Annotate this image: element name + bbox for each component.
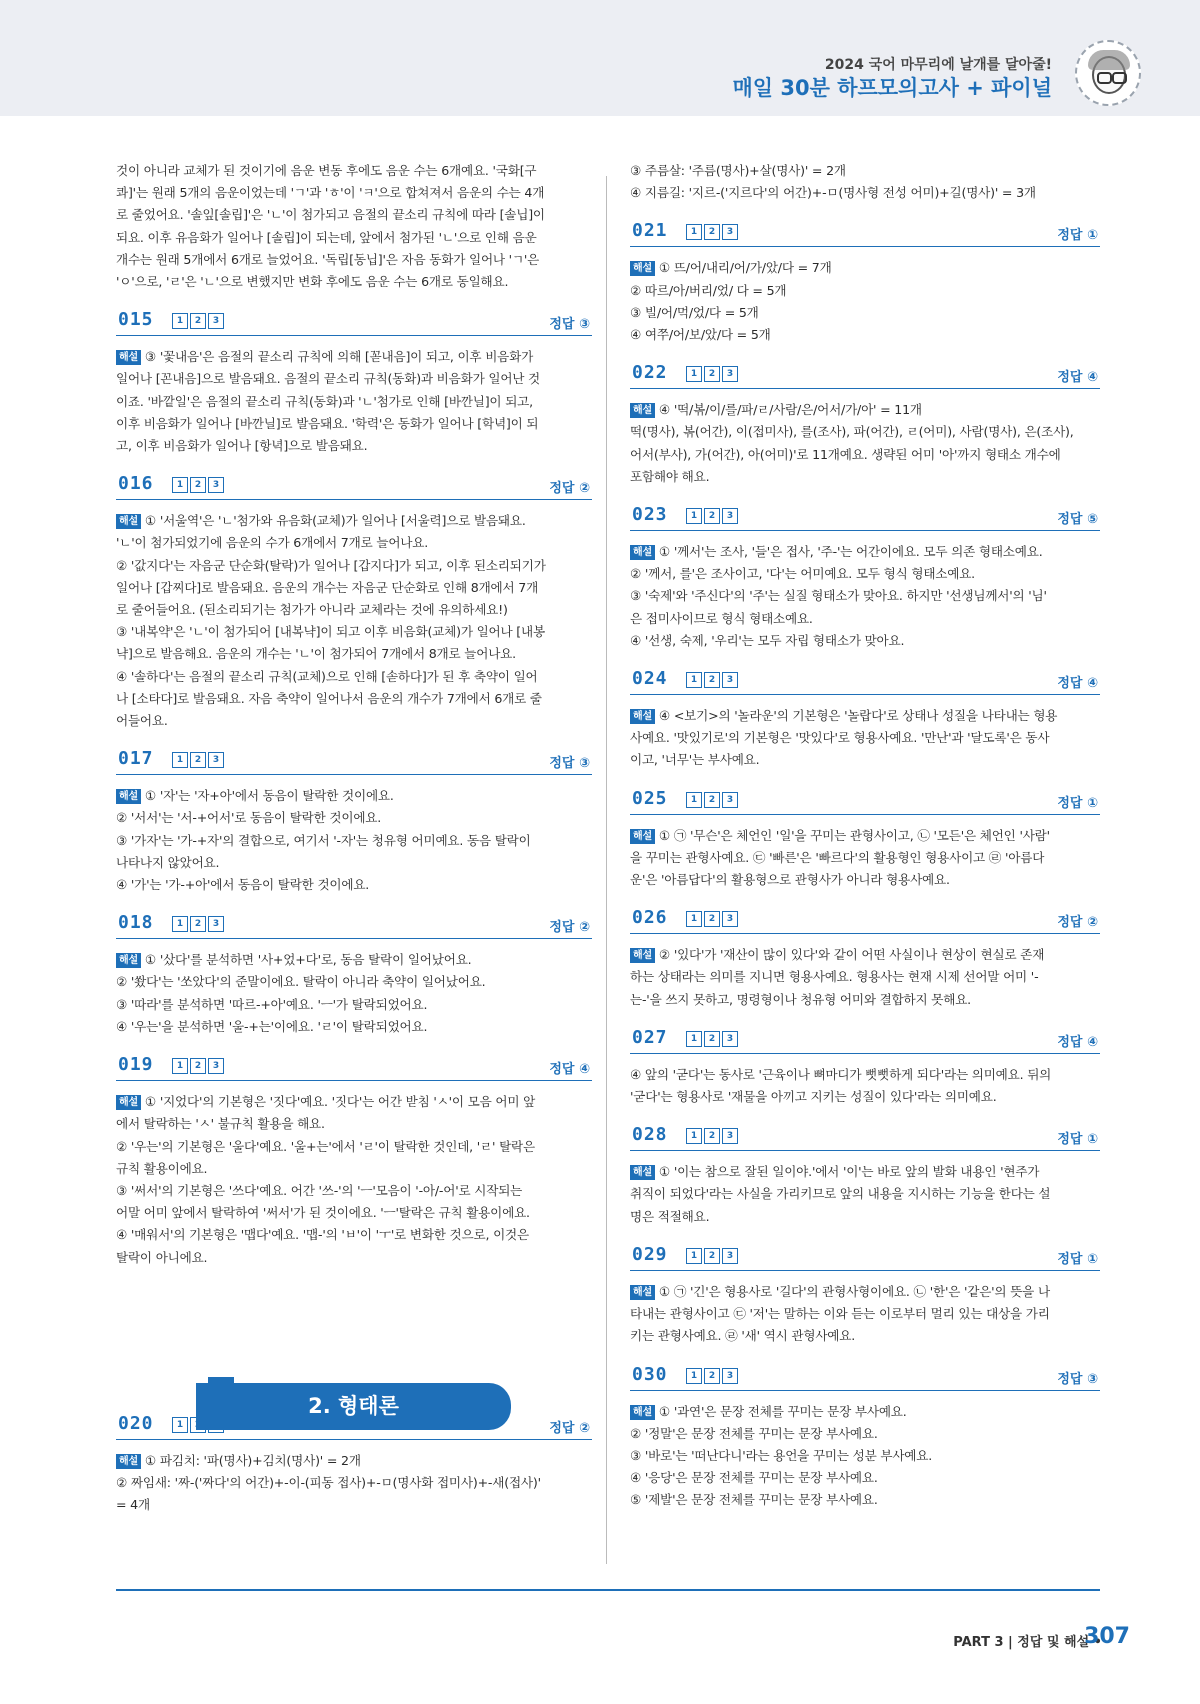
- answer-label: 정답 ③: [549, 756, 590, 772]
- explanation-text: ③ '내복약'은 'ㄴ'이 첨가되어 [내복냑]이 되고 이후 비음화(교체)가 일어나 [내봉: [116, 624, 545, 640]
- explanation-line: [116, 1016, 592, 1038]
- question-header: [630, 360, 1100, 389]
- explanation-line: [630, 421, 1100, 443]
- explanation-text: ③ '꽃내음'은 음절의 끝소리 규칙에 의해 [꼳내음]이 되고, 이후 비음화가: [144, 349, 534, 365]
- difficulty-box: 3: [722, 508, 738, 524]
- difficulty-box: 3: [722, 1128, 738, 1144]
- header-title: 매일 30분 하프모의고사 + 파이널: [732, 76, 1052, 100]
- question-header: [630, 218, 1100, 247]
- explanation-text: ④ '솔하다'는 음절의 끝소리 규칙(교체)으로 인해 [솓하다]가 된 후 축약이 일어: [116, 668, 538, 684]
- author-avatar: [1075, 40, 1141, 106]
- explanation-text: ① '샀다'를 분석하면 '사+었+다'로, 동음 탈락이 일어났어요.: [144, 952, 472, 968]
- explanation-text: ④ '가'는 '가-+아'에서 동음이 탈락한 것이에요.: [116, 877, 370, 893]
- answer-label: 정답 ①: [1057, 1251, 1098, 1267]
- explanation-line: [116, 1224, 592, 1246]
- question-number: 030: [632, 1363, 668, 1385]
- difficulty-box: 2: [704, 792, 720, 808]
- explanation-text: ④ '응당'은 문장 전체를 꾸미는 문장 부사예요.: [630, 1470, 878, 1486]
- explanation-text: ④ '선생, 숙제, '우리'는 모두 자립 형태소가 맞아요.: [630, 632, 905, 648]
- left-column: [116, 160, 592, 1516]
- answer-label: 정답 ②: [549, 481, 590, 497]
- difficulty-box: 2: [190, 916, 206, 932]
- question-header: [630, 502, 1100, 531]
- explanation-line: [630, 1467, 1100, 1489]
- difficulty-boxes: [686, 366, 740, 382]
- explanation-text: 는-'을 쓰지 못하고, 명령형이나 청유형 어미와 결합하지 못해요.: [630, 991, 971, 1007]
- explanation-line: [630, 727, 1100, 749]
- explanation-text: 규칙 활용이에요.: [116, 1160, 208, 1176]
- explanation-badge: 해설: [116, 350, 141, 365]
- explanation-line: [116, 994, 592, 1016]
- explanation-line: [630, 280, 1100, 302]
- explanation-line: [630, 1423, 1100, 1445]
- explanation-badge: 해설: [630, 948, 655, 963]
- explanation-text: 어들어요.: [116, 713, 168, 729]
- answer-label: 정답 ①: [1057, 795, 1098, 811]
- difficulty-box: 3: [208, 916, 224, 932]
- explanation-line: [116, 532, 592, 554]
- difficulty-box: 1: [172, 1417, 188, 1433]
- question-header: [630, 1362, 1100, 1391]
- difficulty-box: 3: [208, 313, 224, 329]
- text-line: 되요. 이후 유음화가 일어나 [솔립]이 되는데, 앞에서 첨가된 'ㄴ'으로 인해 음운: [116, 229, 537, 245]
- difficulty-boxes: [686, 1248, 740, 1264]
- explanation-line: [116, 1247, 592, 1269]
- difficulty-box: 1: [686, 1368, 702, 1384]
- explanation-text: 'ㄴ'이 첨가되었기에 음운의 수가 6개에서 7개로 늘어나요.: [116, 535, 429, 551]
- explanation-line: [630, 1086, 1100, 1108]
- explanation-text: 을 꾸미는 관형사예요. ㉢ '빠른'은 '빠르다'의 활용형인 형용사이고 ㉣ '아름다: [630, 849, 1045, 865]
- explanation-line: [630, 749, 1100, 771]
- question-number: 021: [632, 220, 668, 242]
- question-number: 029: [632, 1243, 668, 1265]
- explanation-text: 이죠. '바깥일'은 음절의 끝소리 규칙(동화)과 'ㄴ'첨가로 인해 [바깐닐]이 되고,: [116, 393, 533, 409]
- text-line: ③ 주름살: '주름(명사)+살(명사)' = 2개: [630, 163, 846, 178]
- explanation-text: ① '이는 참으로 잘된 일이야.'에서 '이'는 바로 앞의 발화 내용인 '현주가: [658, 1164, 1040, 1180]
- explanation-text: ② '께서, 를'은 조사이고, '다'는 어미예요. 모두 형식 형태소예요.: [630, 566, 975, 582]
- explanation-badge: 해설: [630, 1285, 655, 1300]
- question-number: 019: [118, 1054, 154, 1076]
- explanation-line: [630, 257, 1100, 279]
- difficulty-box: 1: [172, 313, 188, 329]
- difficulty-box: 2: [704, 1128, 720, 1144]
- explanation-text: ② '값지다'는 자음군 단순화(탈락)가 일어나 [갑지다]가 되고, 이후 된소리되기가: [116, 557, 546, 573]
- explanation-text: 일어나 [갑찌다]로 발음돼요. 음운의 개수는 자음군 단순화로 인해 8개에서 7개: [116, 579, 539, 595]
- difficulty-boxes: [686, 1031, 740, 1047]
- question-header: [116, 910, 592, 939]
- explanation-line: [630, 630, 1100, 652]
- explanation-text: 고, 이후 비음화가 일어나 [항녁]으로 발음돼요.: [116, 438, 368, 454]
- explanation-line: [116, 599, 592, 621]
- explanation-line: [630, 466, 1100, 488]
- section-title: 2. 형태론: [308, 1394, 399, 1418]
- difficulty-boxes: [686, 792, 740, 808]
- difficulty-box: 2: [704, 224, 720, 240]
- question-number: 027: [632, 1026, 668, 1048]
- answer-label: 정답 ②: [549, 920, 590, 936]
- explanation-text: 나타나지 않았어요.: [116, 854, 220, 870]
- explanation-line: [116, 971, 592, 993]
- difficulty-box: 1: [686, 672, 702, 688]
- explanation-line: [116, 1494, 592, 1516]
- question-header: [630, 786, 1100, 815]
- explanation-line: [630, 541, 1100, 563]
- explanation-line: [116, 949, 592, 971]
- difficulty-boxes: [686, 1368, 740, 1384]
- explanation-line: [116, 643, 592, 665]
- explanation-line: [630, 705, 1100, 727]
- difficulty-box: 2: [704, 508, 720, 524]
- explanation-badge: 해설: [630, 1165, 655, 1180]
- difficulty-box: 1: [686, 366, 702, 382]
- explanation-text: ③ '따라'를 분석하면 '따르-+아'예요. 'ㅡ'가 탈락되었어요.: [116, 996, 428, 1012]
- question-number: 015: [118, 309, 154, 331]
- explanation-text: ① '께서'는 조사, '들'은 접사, '주-'는 어간이에요. 모두 의존 형태소예요.: [658, 544, 1043, 560]
- text-line: 것이 아니라 교체가 된 것이기에 음운 변동 후에도 음운 수는 6개예요. '국화[구: [116, 163, 537, 178]
- explanation-badge: 해설: [630, 545, 655, 560]
- explanation-text: ③ '바로'는 '떠난다니'라는 용언을 꾸미는 성분 부사예요.: [630, 1447, 933, 1463]
- difficulty-box: 2: [704, 366, 720, 382]
- question-number: 017: [118, 748, 154, 770]
- difficulty-box: 1: [686, 224, 702, 240]
- page-header: [0, 0, 1200, 116]
- explanation-line: [630, 1489, 1100, 1511]
- explanation-line: [630, 1401, 1100, 1423]
- explanation-line: [116, 577, 592, 599]
- explanation-text: 은 접미사이므로 형식 형태소예요.: [630, 610, 813, 626]
- question-number: 025: [632, 787, 668, 809]
- explanation-line: [630, 1445, 1100, 1467]
- explanation-line: [116, 1202, 592, 1224]
- explanation-line: [630, 1206, 1100, 1228]
- difficulty-box: 3: [722, 1248, 738, 1264]
- difficulty-box: 3: [722, 1031, 738, 1047]
- explanation-text: ① '지었다'의 기본형은 '짓다'예요. '짓다'는 어간 받침 'ㅅ'이 모음 어미 앞: [144, 1094, 536, 1110]
- explanation-line: [116, 1136, 592, 1158]
- difficulty-boxes: [686, 911, 740, 927]
- difficulty-boxes: [172, 1058, 226, 1074]
- difficulty-box: 2: [190, 752, 206, 768]
- answer-label: 정답 ①: [1057, 1132, 1098, 1148]
- answer-label: 정답 ③: [549, 317, 590, 333]
- question-header: [630, 905, 1100, 934]
- explanation-line: [116, 391, 592, 413]
- difficulty-box: 1: [172, 477, 188, 493]
- answer-label: 정답 ②: [1057, 915, 1098, 931]
- difficulty-box: 1: [686, 508, 702, 524]
- explanation-text: '굳다'는 형용사로 '재물을 아끼고 지키는 성질이 있다'라는 의미예요.: [630, 1089, 997, 1105]
- explanation-text: 키는 관형사예요. ㉣ '새' 역시 관형사예요.: [630, 1328, 856, 1344]
- difficulty-box: 2: [190, 313, 206, 329]
- footer-rule: [116, 1589, 1100, 1591]
- explanation-line: [630, 1183, 1100, 1205]
- header-subtitle: 2024 국어 마무리에 날개를 달아줄!: [824, 57, 1052, 73]
- question-header: [116, 746, 592, 775]
- explanation-line: [116, 346, 592, 368]
- difficulty-boxes: [686, 508, 740, 524]
- answer-label: 정답 ①: [1057, 228, 1098, 244]
- answer-label: 정답 ②: [549, 1420, 590, 1436]
- explanation-line: [116, 1450, 592, 1472]
- explanation-text: ④ '우는'을 분석하면 '울-+는'이에요. 'ㄹ'이 탈락되었어요.: [116, 1018, 428, 1034]
- difficulty-box: 1: [686, 1031, 702, 1047]
- explanation-text: ② '서서'는 '서-+어서'로 동음이 탈락한 것이에요.: [116, 810, 382, 826]
- difficulty-box: 1: [686, 1248, 702, 1264]
- explanation-text: 타내는 관형사이고 ㉢ '저'는 말하는 이와 듣는 이로부터 멀리 있는 대상을 가리: [630, 1306, 1050, 1322]
- explanation-text: 어말 어미 앞에서 탈락하여 '써서'가 된 것이에요. 'ㅡ'탈락은 규칙 활용이에요.: [116, 1205, 530, 1221]
- difficulty-box: 1: [172, 916, 188, 932]
- explanation-badge: 해설: [630, 1405, 655, 1420]
- difficulty-boxes: [172, 477, 226, 493]
- explanation-line: [630, 324, 1100, 346]
- explanation-line: [116, 1113, 592, 1135]
- explanation-line: [116, 510, 592, 532]
- explanation-line: [116, 1180, 592, 1202]
- explanation-line: [630, 1325, 1100, 1347]
- explanation-line: [116, 666, 592, 688]
- explanation-text: 어서(부사), 가(어간), 아(어미)'로 11개예요. 생략된 어미 '아'까지 형태소 개수에: [630, 446, 1061, 462]
- explanation-text: 에서 탈락하는 'ㅅ' 불규칙 활용을 해요.: [116, 1116, 325, 1132]
- explanation-line: [630, 399, 1100, 421]
- text-line: 콰]'는 원래 5개의 음운이었는데 'ㄱ'과 'ㅎ'이 'ㅋ'으로 합쳐져서 음운의 수는 4개: [116, 185, 545, 201]
- difficulty-box: 1: [686, 792, 702, 808]
- explanation-line: [116, 688, 592, 710]
- explanation-text: ① '과연'은 문장 전체를 꾸미는 문장 부사예요.: [658, 1403, 907, 1419]
- difficulty-box: 3: [722, 1368, 738, 1384]
- text-line: 'ㅇ'으로, 'ㄹ'은 'ㄴ'으로 변했지만 변화 후에도 음운 수는 6개로 동일해요.: [116, 274, 509, 290]
- explanation-text: ④ '떡/볶/이/를/파/ㄹ/사람/은/어서/가/아' = 11개: [658, 402, 922, 418]
- difficulty-boxes: [686, 672, 740, 688]
- explanation-line: [116, 1158, 592, 1180]
- explanation-text: ② '쐈다'는 '쏘았다'의 준말이에요. 탈락이 아니라 축약이 일어났어요.: [116, 974, 486, 990]
- explanation-text: 운'은 '아름답다'의 활용형으로 관형사가 아니라 형용사예요.: [630, 872, 950, 888]
- explanation-line: [630, 585, 1100, 607]
- explanation-badge: 해설: [116, 514, 141, 529]
- explanation-badge: 해설: [630, 403, 655, 418]
- difficulty-box: 3: [722, 672, 738, 688]
- explanation-line: [116, 621, 592, 643]
- explanation-text: ② '정말'은 문장 전체를 꾸미는 문장 부사예요.: [630, 1425, 878, 1441]
- question-header: [630, 1242, 1100, 1271]
- right-column: [630, 160, 1100, 1512]
- explanation-text: ② '우는'의 기본형은 '울다'예요. '울+는'에서 'ㄹ'이 탈락한 것인데, 'ㄹ' 탈락은: [116, 1138, 535, 1154]
- difficulty-box: 1: [172, 752, 188, 768]
- explanation-text: 떡(명사), 볶(어간), 이(접미사), 를(조사), 파(어간), ㄹ(어미), 사람(명사), 은(조사),: [630, 424, 1074, 440]
- difficulty-box: 1: [686, 911, 702, 927]
- difficulty-box: 2: [704, 1248, 720, 1264]
- difficulty-boxes: [686, 224, 740, 240]
- difficulty-box: 2: [704, 1368, 720, 1384]
- difficulty-box: 3: [208, 752, 224, 768]
- explanation-line: [116, 830, 592, 852]
- explanation-text: ② '있다'가 '재산이 많이 있다'와 같이 어떤 사실이나 현상이 현실로 존재: [658, 947, 1045, 963]
- difficulty-box: 1: [686, 1128, 702, 1144]
- difficulty-box: 3: [722, 911, 738, 927]
- question-header: [116, 471, 592, 500]
- section-spacer: [116, 1269, 592, 1397]
- question-header: [116, 307, 592, 336]
- question-header: [630, 666, 1100, 695]
- answer-label: 정답 ⑤: [1057, 512, 1098, 528]
- explanation-badge: 해설: [630, 709, 655, 724]
- difficulty-boxes: [172, 752, 226, 768]
- glasses-left-icon: [1097, 72, 1112, 84]
- difficulty-boxes: [172, 916, 226, 932]
- explanation-badge: 해설: [630, 261, 655, 276]
- answer-label: 정답 ④: [1057, 676, 1098, 692]
- explanation-text: 사예요. '맛있기로'의 기본형은 '맛있다'로 형용사예요. '만난'과 '달도록'은 동사: [630, 730, 1050, 746]
- explanation-text: 하는 상태라는 의미를 지니면 형용사예요. 형용사는 현재 시제 선어말 어미 '-: [630, 969, 1039, 985]
- explanation-text: ⑤ '제발'은 문장 전체를 꾸미는 문장 부사예요.: [630, 1492, 878, 1508]
- difficulty-box: 2: [704, 1031, 720, 1047]
- question-header: [116, 1052, 592, 1081]
- explanation-text: ④ 앞의 '굳다'는 동사로 '근육이나 뼈마디가 뻣뻣하게 되다'라는 의미예요. 뒤의: [630, 1066, 1052, 1082]
- glasses-right-icon: [1112, 72, 1127, 84]
- page-number: 307: [1084, 1624, 1130, 1649]
- explanation-text: ① ㉠ '무슨'은 체언인 '일'을 꾸미는 관형사이고, ㉡ '모든'은 체언인 '사람': [658, 827, 1050, 843]
- explanation-text: 일어나 [꼰내음]으로 발음돼요. 음절의 끝소리 규칙(동화)과 비음화가 일어난 것: [116, 371, 541, 387]
- explanation-line: [630, 608, 1100, 630]
- explanation-line: [630, 825, 1100, 847]
- explanation-line: [116, 555, 592, 577]
- explanation-text: 나 [소타다]로 발음돼요. 자음 축약이 일어나서 음운의 개수가 7개에서 6개로 줄: [116, 690, 542, 706]
- explanation-line: [630, 1281, 1100, 1303]
- explanation-text: 이후 비음화가 일어나 [바깐닐]로 발음돼요. '학력'은 동화가 일어나 [학녁]이 되: [116, 415, 539, 431]
- explanation-text: ① 파김치: '파(명사)+김치(명사)' = 2개: [144, 1452, 361, 1468]
- explanation-line: [630, 1161, 1100, 1183]
- explanation-text: ③ '가자'는 '가-+자'의 결합으로, 여기서 '-자'는 청유형 어미예요. 동음 탈락이: [116, 832, 531, 848]
- explanation-line: [116, 435, 592, 457]
- explanation-line: [630, 966, 1100, 988]
- question-number: 024: [632, 668, 668, 690]
- explanation-text: 명은 적절해요.: [630, 1208, 710, 1224]
- explanation-text: ④ '매워서'의 기본형은 '맵다'예요. '맵-'의 'ㅂ'이 'ㅜ'로 변화한 것으로, 이것은: [116, 1227, 529, 1243]
- explanation-line: [116, 807, 592, 829]
- explanation-text: ④ <보기>의 '놀라운'의 기본형은 '놀랍다'로 상태나 성질을 나타내는 형용: [658, 708, 1058, 724]
- explanation-text: ③ 빌/어/먹/었/다 = 5개: [630, 304, 759, 320]
- explanation-badge: 해설: [630, 829, 655, 844]
- explanation-badge: 해설: [116, 953, 141, 968]
- question-number: 016: [118, 473, 154, 495]
- question-number: 020: [118, 1412, 154, 1434]
- difficulty-box: 1: [172, 1058, 188, 1074]
- difficulty-box: 3: [208, 477, 224, 493]
- explanation-text: ③ '숙제'와 '주신다'의 '주'는 실질 형태소가 맞아요. 하지만 '선생님께서'의 '님': [630, 588, 1047, 604]
- explanation-text: 냑]으로 발음해요. 음운의 개수는 'ㄴ'이 첨가되어 7개에서 8개로 늘어나요.: [116, 646, 516, 662]
- difficulty-box: 2: [704, 911, 720, 927]
- explanation-line: [630, 847, 1100, 869]
- answer-label: 정답 ④: [1057, 370, 1098, 386]
- explanation-line: [116, 368, 592, 390]
- explanation-line: [116, 874, 592, 896]
- explanation-text: ① 뜨/어/내리/어/가/았/다 = 7개: [658, 260, 832, 276]
- explanation-badge: 해설: [116, 1454, 141, 1469]
- explanation-text: ① '자'는 '자+아'에서 동음이 탈락한 것이에요.: [144, 788, 394, 804]
- explanation-line: [630, 302, 1100, 324]
- difficulty-box: 3: [722, 792, 738, 808]
- answer-label: 정답 ④: [549, 1062, 590, 1078]
- explanation-line: [630, 1064, 1100, 1086]
- question-header: [630, 1122, 1100, 1151]
- explanation-line: [630, 989, 1100, 1011]
- explanation-text: ② 짜임새: '짜-('짜다'의 어간)+-이-(피동 접사)+-ㅁ(명사화 접미사)+-새(접사)': [116, 1474, 541, 1490]
- explanation-line: [116, 710, 592, 732]
- explanation-line: [116, 852, 592, 874]
- question-number: 018: [118, 912, 154, 934]
- explanation-text: ③ '써서'의 기본형은 '쓰다'예요. 어간 '쓰-'의 'ㅡ'모음이 '-아/-어'로 시작되는: [116, 1182, 523, 1198]
- difficulty-boxes: [686, 1128, 740, 1144]
- explanation-text: ① ㉠ '긴'은 형용사로 '길다'의 관형사형이에요. ㉡ '한'은 '같은'의 뜻을 나: [658, 1283, 1050, 1299]
- text-line: 개수는 원래 5개에서 6개로 늘었어요. '독립[동닙]'은 자음 동화가 일어나 'ㄱ'은: [116, 251, 540, 267]
- avatar-hair-icon: [1088, 50, 1130, 70]
- answer-label: 정답 ④: [1057, 1034, 1098, 1050]
- explanation-line: [116, 785, 592, 807]
- explanation-line: [116, 1091, 592, 1113]
- question-number: 022: [632, 362, 668, 384]
- explanation-text: 취직이 되었다'라는 사실을 가리키므로 앞의 내용을 지시하는 기능을 한다는 설: [630, 1186, 1051, 1202]
- explanation-line: [630, 563, 1100, 585]
- explanation-text: ① '서울역'은 'ㄴ'첨가와 유음화(교체)가 일어나 [서울력]으로 발음돼요.: [144, 513, 526, 529]
- explanation-line: [630, 1303, 1100, 1325]
- explanation-text: 로 줄어들어요. (된소리되기는 첨가가 아니라 교체라는 것에 유의하세요!): [116, 602, 508, 618]
- explanation-text: = 4개: [116, 1497, 150, 1513]
- question-number: 028: [632, 1124, 668, 1146]
- difficulty-box: 2: [190, 1058, 206, 1074]
- footer-part-label: PART 3 | 정답 및 해설 •: [953, 1635, 1102, 1650]
- explanation-badge: 해설: [116, 789, 141, 804]
- explanation-text: ④ 여쭈/어/보/았/다 = 5개: [630, 327, 771, 343]
- explanation-line: [630, 869, 1100, 891]
- explanation-text: 포함해야 해요.: [630, 468, 710, 484]
- difficulty-box: 3: [722, 224, 738, 240]
- text-line: 로 줄었어요. '솔잎[솔립]'은 'ㄴ'이 첨가되고 음절의 끝소리 규칙에 따라 [솔닙]이: [116, 207, 545, 223]
- explanation-text: ② 따르/아/버리/었/ 다 = 5개: [630, 282, 787, 298]
- question-number: 023: [632, 504, 668, 526]
- text-line: ④ 지름길: '지르-('지르다'의 어간)+-ㅁ(명사형 전성 어미)+길(명사)' = 3개: [630, 185, 1036, 201]
- difficulty-box: 3: [208, 1058, 224, 1074]
- explanation-line: [116, 1472, 592, 1494]
- explanation-badge: 해설: [116, 1095, 141, 1110]
- difficulty-box: 2: [190, 477, 206, 493]
- explanation-text: 이고, '너무'는 부사예요.: [630, 752, 760, 768]
- difficulty-box: 3: [722, 366, 738, 382]
- explanation-line: [630, 444, 1100, 466]
- answer-label: 정답 ③: [1057, 1371, 1098, 1387]
- explanation-line: [630, 944, 1100, 966]
- explanation-text: 탈락이 아니에요.: [116, 1249, 208, 1265]
- difficulty-boxes: [172, 313, 226, 329]
- question-header: [630, 1025, 1100, 1054]
- column-divider: [606, 176, 607, 1564]
- difficulty-box: 2: [704, 672, 720, 688]
- explanation-line: [116, 413, 592, 435]
- question-number: 026: [632, 907, 668, 929]
